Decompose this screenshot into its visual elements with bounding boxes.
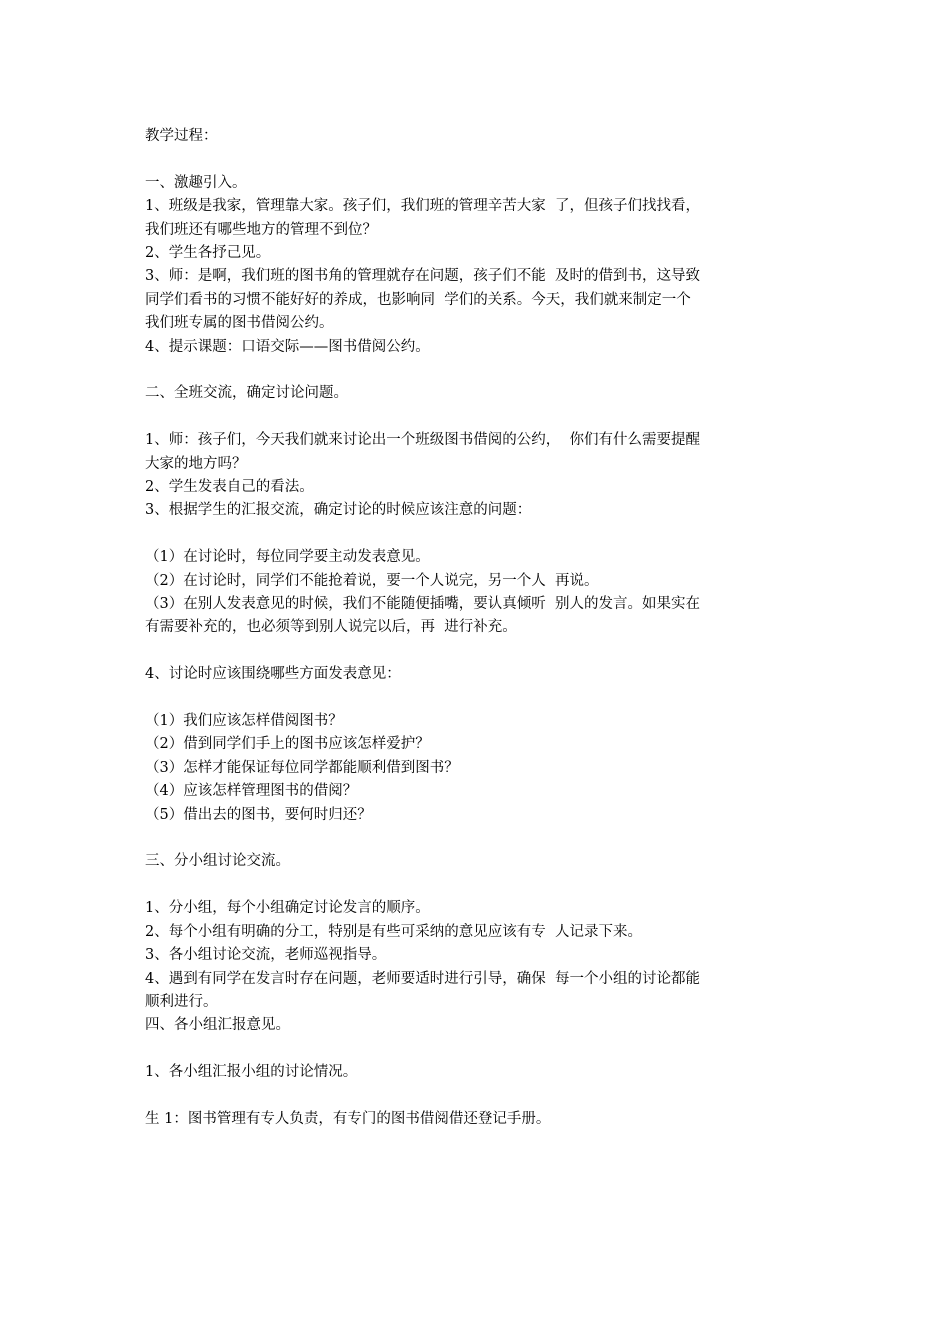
text-line: 三、分小组讨论交流。: [145, 853, 290, 870]
blank-line: [145, 827, 815, 850]
text-line: 4、遇到有同学在发言时存在问题，老师要适时进行引导，确保 每一个小组的讨论都能: [145, 970, 700, 987]
text-line: 二、全班交流，确定讨论问题。: [145, 385, 348, 402]
blank-line: [145, 523, 815, 546]
text-line: 3、根据学生的汇报交流，确定讨论的时候应该注意的问题：: [145, 502, 532, 519]
text-line: 一、激趣引入。: [145, 174, 247, 191]
text-line: 1、班级是我家，管理靠大家。孩子们，我们班的管理辛苦大家 了，但孩子们找找看，: [145, 198, 700, 215]
document-body: [145, 125, 815, 1131]
blank-line: [145, 406, 815, 429]
text-line: 大家的地方吗？: [145, 455, 247, 472]
text-line: （3）在别人发表意见的时候，我们不能随便插嘴，要认真倾听 别人的发言。如果实在: [145, 596, 700, 613]
blank-line: [145, 874, 815, 897]
text-line: 我们班还有哪些地方的管理不到位？: [145, 221, 377, 238]
blank-line: [145, 640, 815, 663]
text-line: 1、分小组，每个小组确定讨论发言的顺序。: [145, 900, 430, 917]
text-line: 2、学生发表自己的看法。: [145, 479, 314, 496]
blank-line: [145, 359, 815, 382]
text-line: （2）借到同学们手上的图书应该怎样爱护？: [145, 736, 430, 753]
text-line: 顺利进行。: [145, 993, 218, 1010]
text-line: （1）在讨论时，每位同学要主动发表意见。: [145, 549, 430, 566]
text-line: 四、各小组汇报意见。: [145, 1017, 290, 1034]
text-line: （3）怎样才能保证每位同学都能顺利借到图书？: [145, 759, 459, 776]
blank-line: [145, 1085, 815, 1108]
text-line: （4）应该怎样管理图书的借阅？: [145, 783, 358, 800]
text-line: 生 1：图书管理有专人负责，有专门的图书借阅借还登记手册。: [145, 1110, 551, 1127]
text-line: 我们班专属的图书借阅公约。: [145, 315, 334, 332]
text-line: （5）借出去的图书，要何时归还？: [145, 806, 372, 823]
text-line: 2、学生各抒己见。: [145, 245, 271, 262]
text-line: 1、各小组汇报小组的讨论情况。: [145, 1064, 358, 1081]
text-line: 4、提示课题：口语交际——图书借阅公约。: [145, 338, 430, 355]
text-line: 2、每个小组有明确的分工，特别是有些可采纳的意见应该有专 人记录下来。: [145, 923, 642, 940]
blank-line: [145, 148, 815, 171]
text-line: 教学过程：: [145, 128, 218, 144]
text-line: （2）在讨论时，同学们不能抢着说，要一个人说完，另一个人 再说。: [145, 572, 599, 589]
blank-line: [145, 1038, 815, 1061]
text-line: 1、师：孩子们，今天我们就来讨论出一个班级图书借阅的公约， 你们有什么需要提醒: [145, 432, 700, 449]
text-line: 同学们看书的习惯不能好好的养成，也影响同 学们的关系。今天，我们就来制定一个: [145, 291, 691, 308]
text-line: （1）我们应该怎样借阅图书？: [145, 713, 343, 730]
blank-line: [145, 687, 815, 710]
text-line: 4、讨论时应该围绕哪些方面发表意见：: [145, 666, 401, 683]
text-line: 3、师：是啊，我们班的图书角的管理就存在问题，孩子们不能 及时的借到书，这导致: [145, 268, 700, 285]
text-line: 有需要补充的，也必须等到别人说完以后，再 进行补充。: [145, 619, 517, 636]
text-line: 3、各小组讨论交流，老师巡视指导。: [145, 947, 387, 964]
